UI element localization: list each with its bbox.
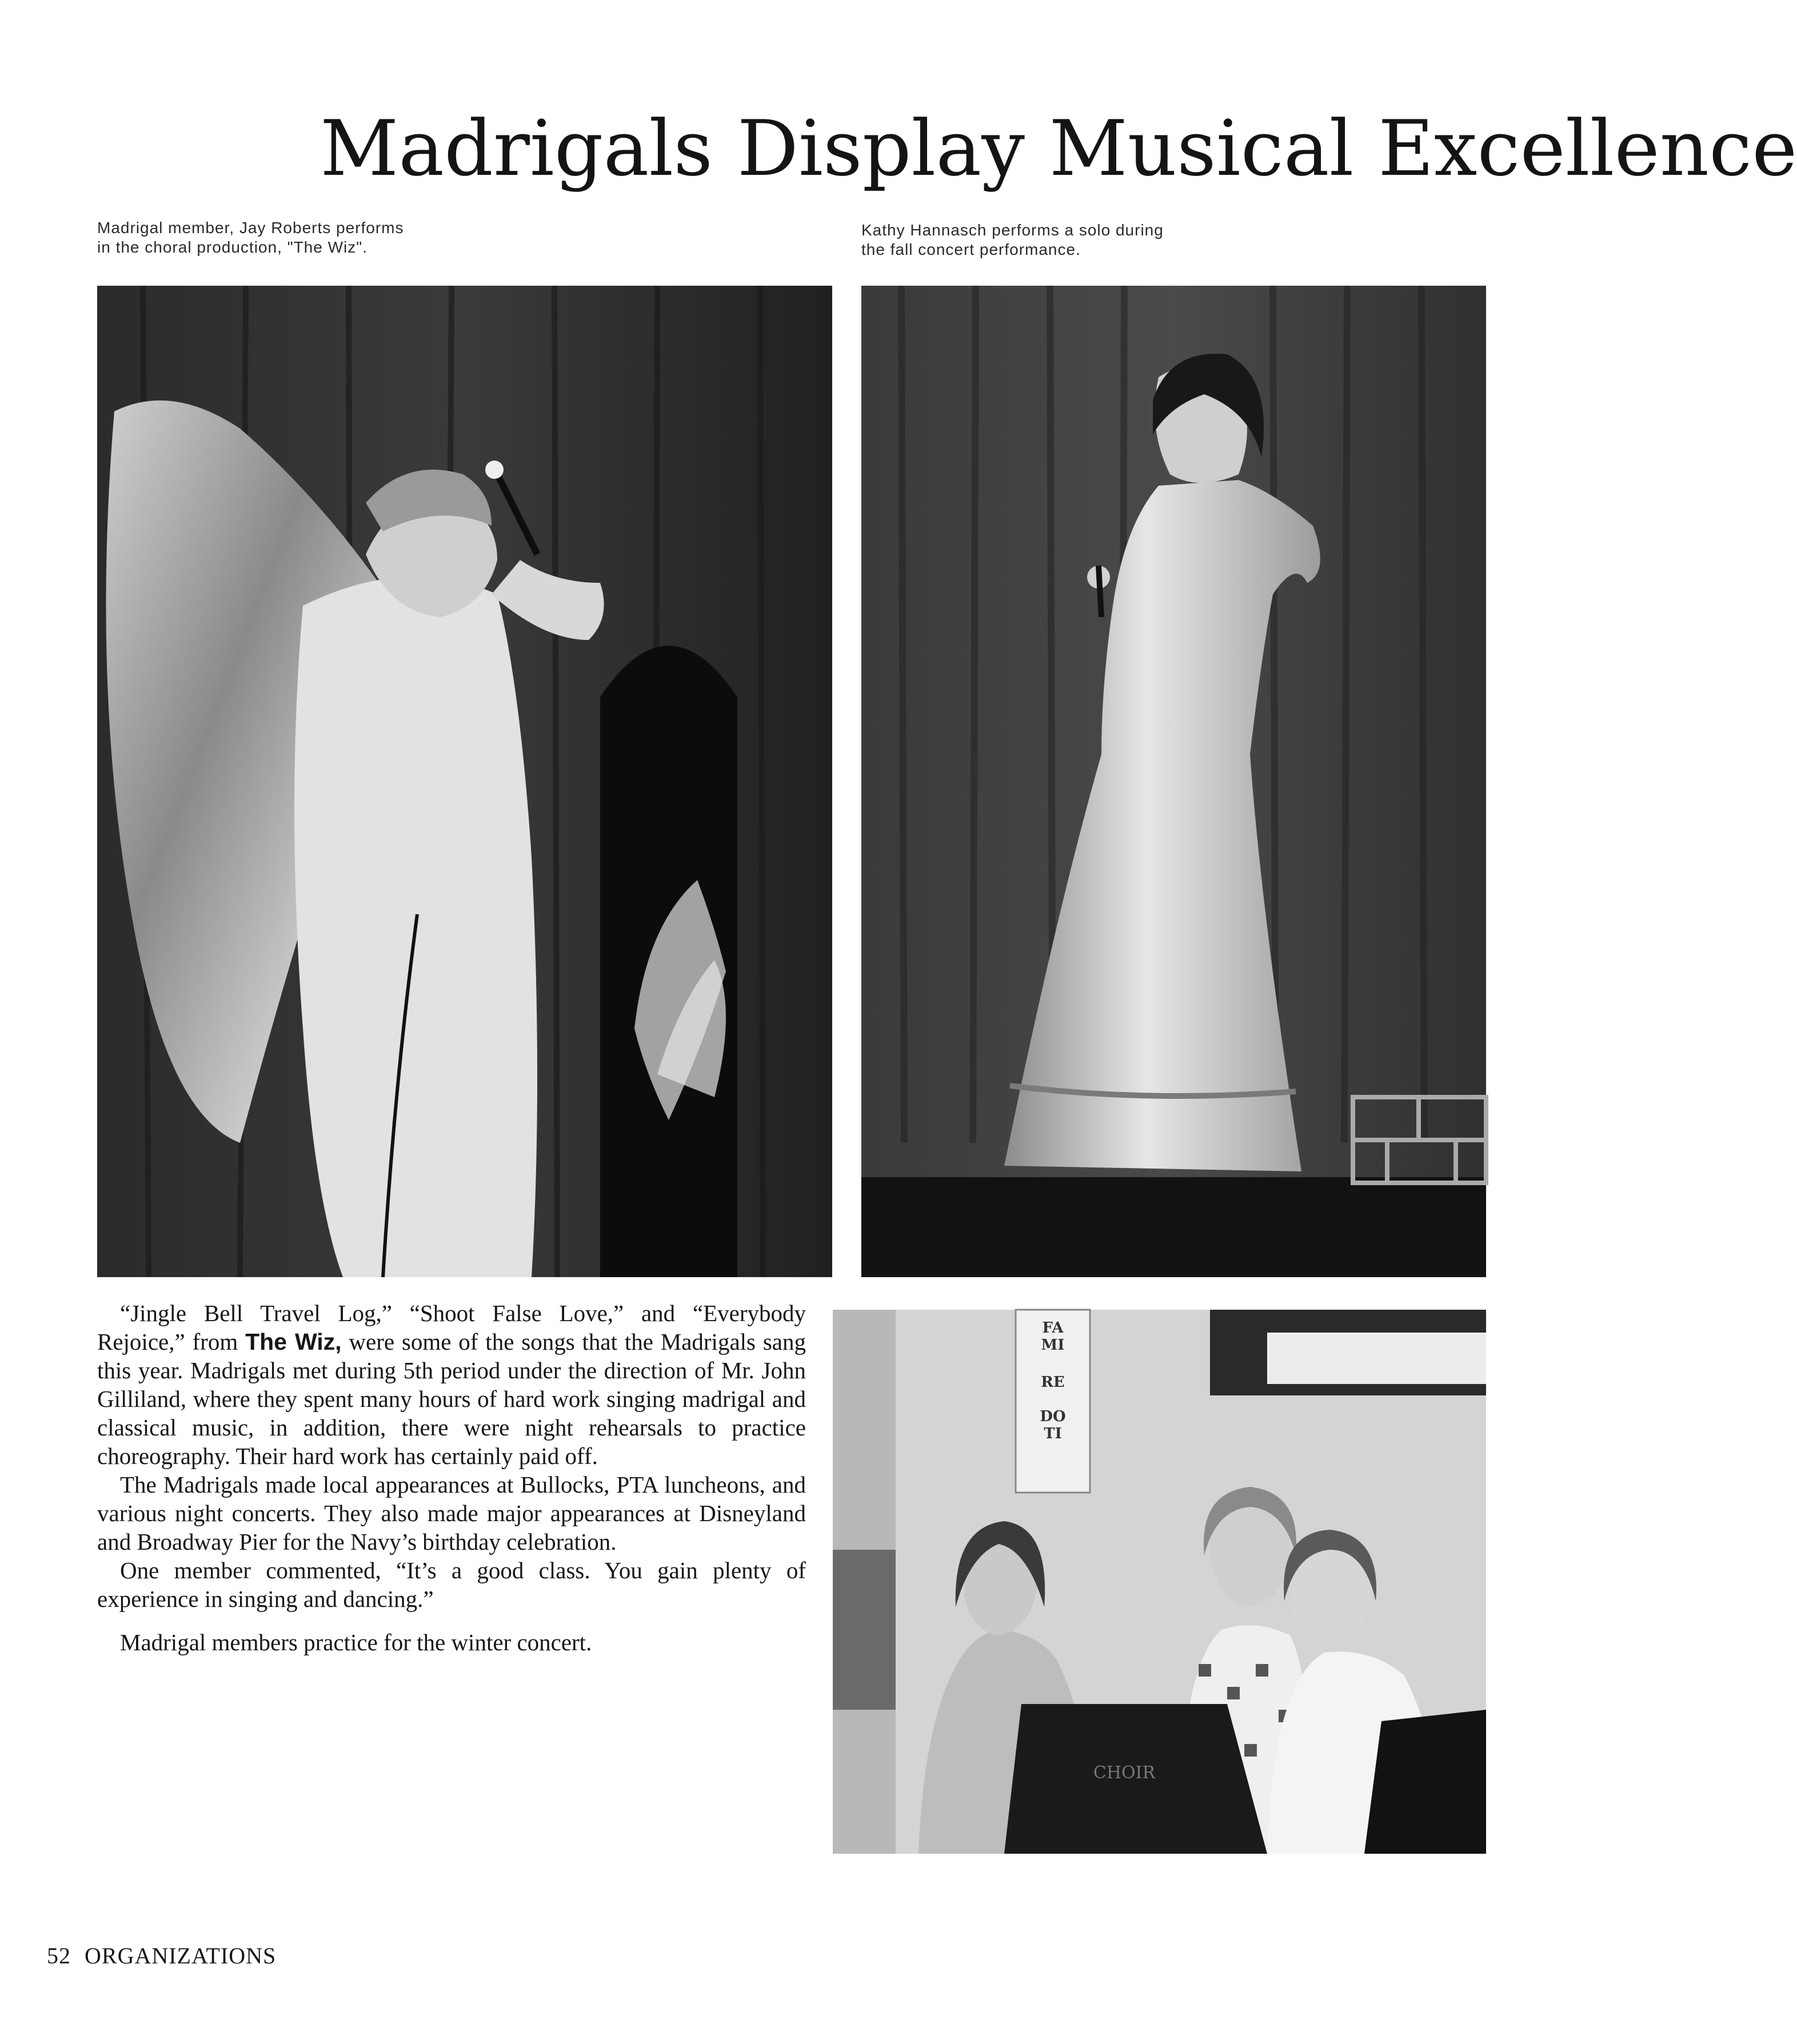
photo-caption-left <box>97 218 497 257</box>
photo-soloist-gown <box>861 286 1486 1277</box>
caption-line: the fall concert performance. <box>861 241 1081 258</box>
chart-syllable: MI <box>1041 1337 1065 1354</box>
page-footer <box>47 1942 276 1970</box>
photo-caption-right <box>861 221 1261 259</box>
paragraph-text: “Jingle Bell Travel Log,” “Shoot False Love,” and “Everybody Rejoice,” from <box>97 1300 806 1355</box>
chart-syllable: RE <box>1041 1374 1065 1391</box>
chart-syllable: TI <box>1044 1425 1062 1442</box>
chart-syllable: FA <box>1042 1319 1064 1337</box>
page-title: Madrigals Display Musical Excellence <box>320 104 1797 193</box>
show-title: The Wiz, <box>245 1329 342 1355</box>
stand-label: CHOIR <box>1093 1763 1156 1783</box>
photo-performer-cape <box>97 286 832 1277</box>
article-body <box>97 1299 806 1657</box>
photo-rehearsal <box>833 1310 1486 1854</box>
caption-line: Kathy Hannasch performs a solo during <box>861 221 1164 239</box>
caption-line: in the choral production, "The Wiz". <box>97 238 368 256</box>
chart-syllable: DO <box>1040 1408 1066 1425</box>
paragraph-songs <box>97 1299 806 1470</box>
paragraph-quote: One member commented, “It’s a good class. You gain plenty of experience in singing and dancing.” <box>97 1557 806 1612</box>
page-number: 52 <box>47 1943 71 1969</box>
caption-line: Madrigal member, Jay Roberts performs <box>97 219 404 237</box>
paragraph-appearances: The Madrigals made local appearances at Bullocks, PTA luncheons, and various night concerts. They also made major appearances at Disneyland and Broadway Pier for the Navy’s birthday celebration. <box>97 1471 806 1555</box>
photo-caption-bottom: Madrigal members practice for the winter concert. <box>120 1629 592 1655</box>
paragraph-text: were some of the songs that the Madrigals sang this year. Madrigals met during 5th period under the direction of Mr. John Gilliland, where they spent many hours of hard work singing madrigal and classical music, in addition, there were night rehearsals to practice choreography. Their hard work has certainly paid off. <box>97 1329 806 1469</box>
section-name: ORGANIZATIONS <box>85 1943 277 1969</box>
